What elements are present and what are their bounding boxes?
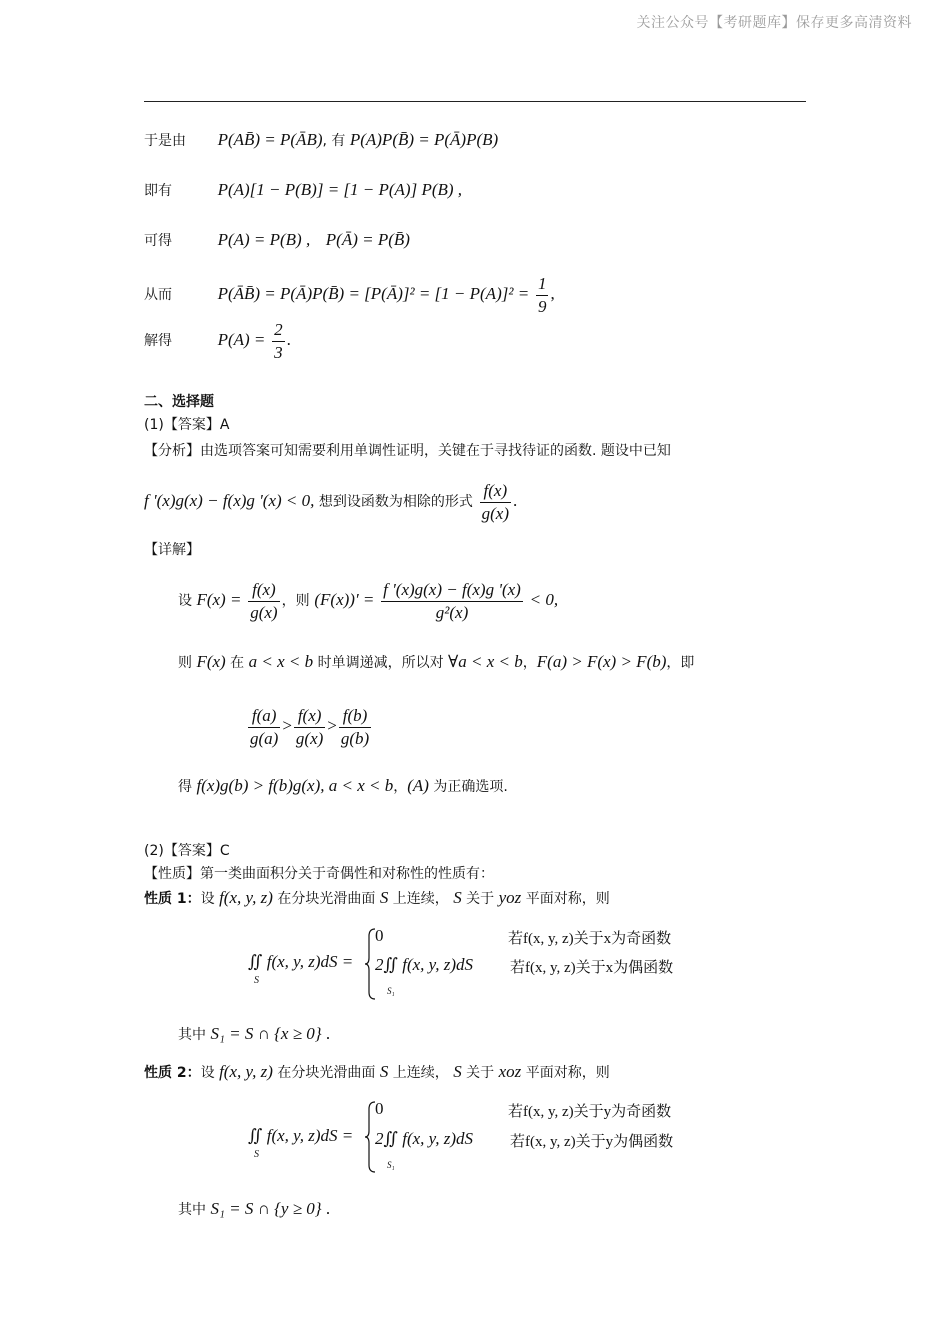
q1-inequality-chain: $\frac{f(a)}{g(a)}$ > $\frac{f(x)}{g(x)}$ > $\frac{f(b)}{g(b)}$ [250,705,370,748]
equation: P(A)P(B̄) = P(Ā)P(B) [349,130,499,149]
equation: P(ĀB̄) = P(Ā)P(B̄) = [P(Ā)]² = [1 − P(A)]² = [217,284,530,303]
case-1-value: 0 [375,1099,384,1118]
equation: P(A) = P(B) , [217,230,311,249]
row-lead: 从而 [144,287,172,303]
q2-property-intro: 【性质】第一类曲面积分关于奇偶性和对称性的性质有： [144,866,494,882]
case-1-condition: 若f(x, y, z)关于y为奇函数 [508,1104,672,1120]
q1-detail-heading: 【详解】 [144,542,200,558]
row-lead: 可得 [144,233,172,249]
case-2-value: 2∬ f(x, y, z)dS [375,1129,474,1148]
derivation-row-2 [144,180,462,201]
q1-condition: f '(x)g(x) − f(x)g '(x) < 0, 想到设函数为相除的形式 $\frac{f(x)}{g(x)}$ . [144,480,518,523]
fraction: $\frac{f(x)}{g(x)}$ [481,480,509,523]
derivation-row-4: 从而 P(ĀB̄) = P(Ā)P(B̄) = [P(Ā)]² = [1 − P(A)]² = $\frac{1}{9}$ , [144,273,555,316]
derivation-row-5: 解得 P(A) = $\frac{2}{3}$ . [144,319,291,362]
fraction: $\frac{f '(x)g(x) - f(x)g '(x)}{\text{g²(x)}}$ [383,579,521,622]
equation: P(Ā) = P(B̄) [325,230,410,249]
derivation-row-1 [144,130,498,151]
integral-subscript: S [254,975,259,986]
case-1-condition: 若f(x, y, z)关于x为奇函数 [508,931,672,947]
case-1-value: 0 [375,926,384,945]
fraction: $\frac{f(x)}{g(x)}$ [295,705,324,748]
equation: f '(x)g(x) − f(x)g '(x) < 0, [144,491,315,510]
integral-subscript: S [254,1149,259,1160]
case-2-condition: 若f(x, y, z)关于y为偶函数 [510,1134,674,1150]
property-2: 性质 2：设 f(x, y, z) 在分块光滑曲面 S 上连续， S 关于 xoz 平面对称，则 [144,1062,610,1081]
surface-integral-lhs: ∬ f(x, y, z)dS = [248,1126,354,1145]
fraction: $\frac{f(a)}{g(a)}$ [250,705,279,748]
row-lead: 解得 [144,333,172,349]
q1-detail-line-1: 设 F(x) = $\frac{f(x)}{g(x)}$ ，则 (F(x))′ = $\frac{f '(x)g(x) - f(x)g '(x)}{\text{g²(x)}}$ < 0, [178,579,559,622]
derivation-row-3 [144,230,410,251]
section-heading: 二、选择题 [144,394,214,410]
property-1-where: 其中 S₁ = S ∩ {x ≥ 0} . [178,1024,331,1043]
q2-answer: (2)【答案】C [144,843,230,859]
watermark: 关注公众号【考研题库】保存更多高清资料 [636,15,912,31]
case-2-subscript: S₁ [387,1160,395,1170]
case-2-subscript: S₁ [387,986,395,996]
separator-text: , 有 [322,133,350,149]
q1-answer: (1)【答案】A [144,417,230,433]
fraction: $\frac{2}{3}$ [274,319,283,362]
property-2-where: 其中 S₁ = S ∩ {y ≥ 0} . [178,1199,331,1218]
property-1: 性质 1：设 f(x, y, z) 在分块光滑曲面 S 上连续， S 关于 yoz 平面对称，则 [144,888,610,907]
chain-operator: > [327,716,337,735]
equation: P(A) = [217,330,266,349]
q1-analysis: 【分析】由选项答案可知需要利用单调性证明，关键在于寻找待证的函数. 题设中已知 [144,443,671,459]
q1-detail-line-3: 得 f(x)g(b) > f(b)g(x), a < x < b，(A) 为正确选项. [178,776,508,795]
case-2-value: 2∬ f(x, y, z)dS [375,955,474,974]
header-rule [144,101,806,102]
fraction: $\frac{f(x)}{g(x)}$ [250,579,278,622]
surface-integral-lhs: ∬ f(x, y, z)dS = [248,952,354,971]
case-2-condition: 若f(x, y, z)关于x为偶函数 [510,960,674,976]
row-lead: 即有 [144,183,172,199]
equation: P(AB̄) = P(ĀB) [217,130,323,149]
fraction: $\frac{1}{9}$ [537,273,547,316]
fraction: $\frac{f(b)}{g(b)}$ [340,705,370,748]
row-lead: 于是由 [144,133,186,149]
equation: P(A)[1 − P(B)] = [1 − P(A)] P(B) , [217,180,463,199]
q1-detail-line-2: 则 F(x) 在 a < x < b 时单调递减，所以对 ∀a < x < b，F(a) > F(x) > F(b)，即 [178,652,695,671]
